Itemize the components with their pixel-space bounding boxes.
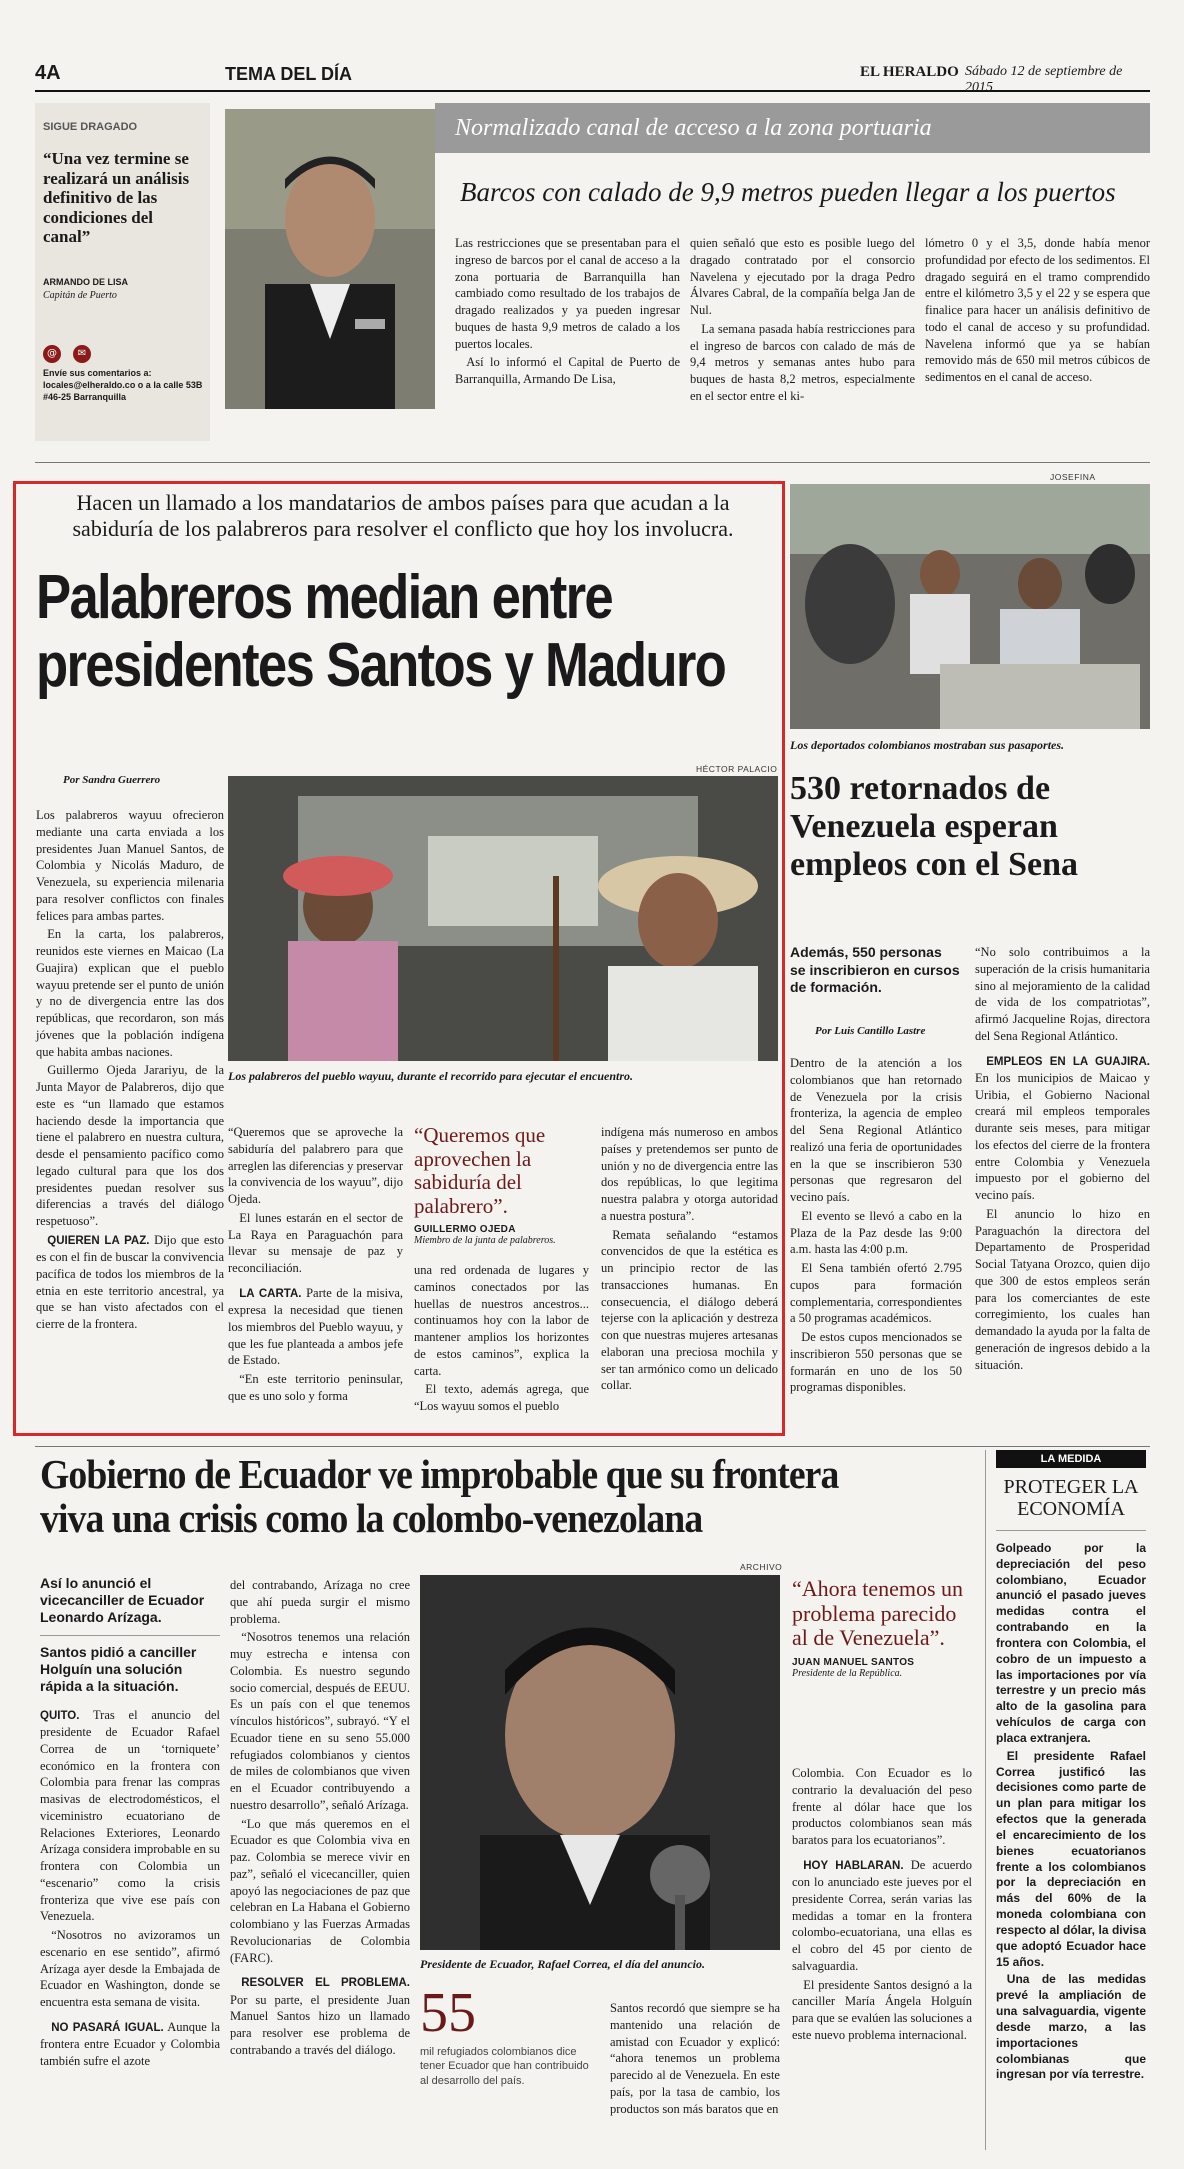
paragraph: Así lo informó el Capital de Puerto de Barranquilla, Armando De Lisa,: [455, 355, 680, 386]
paragraph: Golpeado por la depreciación del peso colombiano, Ecuador anunció el pasado jueves medidas contra el contrabando en la frontera con Colombia, el cobro de un impuesto a las importaciones por vía terrestre y un precio más alto de la gasolina para vehículos de carga con placa extranjera.: [996, 1541, 1146, 1745]
paragraph: NO PASARÁ IGUAL. Aunque la frontera entre Ecuador y Colombia también sufre el azote: [40, 2019, 220, 2069]
paragraph: Guillermo Ojeda Jarariyu, de la Junta Mayor de Palabreros, dijo que este es “un llamado que estamos haciendo desde la importancia que tiene el palabrero en nuestra cultura, desde el pensamiento pacífico como legado cultural para que los dos presidentes puedan resolver sus diferencias a través del diálogo respetuoso”.: [36, 1063, 224, 1228]
page-header: [35, 56, 1150, 95]
pullquote-name: JUAN MANUEL SANTOS: [792, 1656, 915, 1668]
paragraph: El presidente Santos designó a la canciller María Ángela Holguín para que se evalúen las soluciones a este nuevo problema internacional.: [792, 1977, 972, 2042]
sidebar-label: SIGUE DRAGADO: [43, 121, 138, 133]
sena-deck: Además, 550 personas se inscribieron en cursos de formación.: [790, 944, 960, 995]
paragraph: De estos cupos mencionados se inscribieron 550 personas que se formarán en uno de los 50 programas disponibles.: [790, 1330, 962, 1395]
paragraph: El lunes estarán en el sector de La Raya en Paraguachón para llevar su mensaje de paz y reconciliación.: [228, 1210, 403, 1275]
contact-text: Envíe sus comentarios a: locales@elheraldo.co o a la calle 53B #46-25 Barranquilla: [43, 368, 203, 403]
port-kicker-band: [435, 103, 1150, 153]
page-number: 4A: [35, 62, 61, 84]
paragraph: “Nosotros tenemos una relación muy estrecha e intensa con Colombia. Es nuestro segundo socio comercial, después de EEUU. Es un país con el que tenemos vínculos históricos”, subrayó. “Y el Ecuador tiene en su seno 55.000 refugiados colombianos y cientos de miles de colombianos que viven en el Ecuador contribuyendo a nuestro desarrollo”, señaló Arízaga.: [230, 1630, 410, 1812]
paragraph: del contrabando, Arízaga no cree que ahí pueda surgir el mismo problema.: [230, 1578, 410, 1626]
sena-byline: Por Luis Cantillo Lastre: [815, 1025, 926, 1037]
ecuador-headline-line2: viva una crisis como la colombo-venezolana: [40, 1495, 703, 1542]
subhead: RESOLVER EL PROBLEMA.: [241, 1977, 410, 1990]
paragraph: EMPLEOS EN LA GUAJIRA. En los municipios de Maicao y Uribia, el Gobierno Nacional creará mil empleos temporales durante seis meses, para mitigar los efectos del cierre de la frontera entre Colombia y Venezuela impuesto por el gobierno del vecino país.: [975, 1055, 1150, 1203]
pullquote-role: Presidente de la República.: [792, 1667, 903, 1679]
main-pullquote-box: [414, 1124, 589, 1246]
paragraph: Santos recordó que siempre se ha mantenido una relación de amistad con Ecuador y explicó: “ahora tenemos un problema parecido al de Venezuela. En este país, por la tasa de cambio, los productos son más baratos que en: [610, 2001, 780, 2116]
section-title: TEMA DEL DÍA: [225, 64, 353, 84]
paragraph: El presidente Rafael Correa justificó las decisiones como parte de un plan para mitigar los efectos que la generada el encarecimiento de los bienes ecuatorianos frente a los colombianos por la depreciación en más del 60% de la moneda colombiana con respecto al dólar, la divisa que adoptó Ecuador hace 15 años.: [996, 1748, 1146, 1969]
ecuador-photo-caption: Presidente de Ecuador, Rafael Correa, el día del anuncio.: [420, 1957, 705, 1971]
main-pullquote: “Queremos que aprovechen la sabiduría del palabrero”.: [414, 1123, 546, 1218]
ecuador-story: [35, 1450, 975, 2150]
port-col-3: [925, 235, 1150, 388]
measure-title: PROTEGER LA ECONOMÍA: [996, 1476, 1146, 1531]
social-icons: [43, 343, 91, 363]
paragraph: lómetro 0 y el 3,5, donde había menor profundidad por efecto de los sedimentos. El dragado seguirá en el tramo comprendido entre el kilómetro 3,5 y el 22 y se espera que finalice para hacer un análisis definitivo de todo el canal de acceso y su profundidad. Navelena informó que ya se habían removido más de 650 mil metros cúbicos de sedimentos en el canal de acceso.: [925, 236, 1150, 384]
paragraph: una red ordenada de lugares y caminos conectados por las huellas de nuestros ancestros... continuamos hoy con la labor de mantener amplios los horizontes de estos caminos”, explica la carta.: [414, 1263, 589, 1378]
paragraph: Las restricciones que se presentaban para el ingreso de barcos por el canal de acceso a la zona portuaria de Barranquilla han cambiado como resultado de los trabajos de dragado realizados y ya pueden ingresar buques de hasta 9,9 metros de calado a los puertos locales.: [455, 236, 680, 351]
paragraph: “Nosotros no avizoramos un escenario en ese sentido”, afirmó Arízaga ayer desde la Embajada de Ecuador en Washington, donde se encuentra esta semana de visita.: [40, 1928, 220, 2010]
paragraph: El texto, además agrega, que “Los wayuu somos el pueblo: [414, 1382, 589, 1413]
subhead: NO PASARÁ IGUAL.: [51, 2021, 164, 2034]
sena-col-1: [790, 1055, 962, 1398]
main-byline: Por Sandra Guerrero: [63, 774, 161, 786]
port-captain-photo: [225, 109, 435, 409]
main-col-4: [601, 1124, 778, 1396]
ecuador-headline: [40, 1452, 905, 1541]
main-photo: [228, 776, 778, 1061]
deck-rule: [40, 1635, 220, 1636]
main-headline-line2: presidentes Santos y Maduro: [36, 631, 726, 701]
quote-role: Capitán de Puerto: [43, 290, 117, 301]
newspaper-name: EL HERALDO: [860, 64, 959, 80]
divider: [35, 462, 1150, 463]
ecuador-col-1: [40, 1575, 220, 2072]
ecuador-photo-credit: ARCHIVO: [740, 1562, 783, 1572]
port-kicker: Normalizado canal de acceso a la zona portuaria: [455, 115, 932, 141]
paragraph: QUITO. Tras el anuncio del presidente de Ecuador Rafael Correa de un ‘torniquete’ económico en la frontera con Colombia para frenar las compras masivas de electrodomésticos, el viceministro ecuatoriano de Relaciones Exteriores, Leonardo Arízaga considera improbable en su frontera con Colombia un “escenario” como la crisis fronteriza que vive ese país con Venezuela.: [40, 1707, 220, 1924]
main-story-highlight: [13, 481, 785, 1436]
ecuador-deck-1: Así lo anunció el vicecanciller de Ecuador Leonardo Arízaga.: [40, 1575, 205, 1625]
sena-photo-caption: Los deportados colombianos mostraban sus pasaportes.: [790, 738, 1065, 752]
paragraph: Remata señalando “estamos convencidos de que la estética es un principio rector de las transacciones humanas. En consecuencia, el diálogo deberá tejerse con la aplicación y destreza con que nuestras mujeres artesanas elaboran una preciosa mochila y ser tan armónico como un delicado collar.: [601, 1227, 778, 1393]
ecuador-col-4: [792, 1765, 972, 2046]
port-col-1: [455, 235, 680, 390]
ecuador-pullquote-box: [792, 1577, 972, 1679]
sidebar-quote-box: [35, 103, 210, 441]
paragraph: Colombia. Con Ecuador es lo contrario la devaluación del peso frente al dólar hace que los productos colombianos sean más baratos para los ecuatorianos”.: [792, 1766, 972, 1847]
main-headline: [36, 563, 726, 701]
paragraph: “En este territorio peninsular, que es uno solo y forma: [228, 1372, 403, 1403]
stat-number: 55: [420, 1982, 476, 2044]
subhead: HOY HABLARAN.: [803, 1859, 904, 1872]
stat-box: [420, 1982, 600, 2088]
sena-story: [790, 470, 1150, 1440]
main-headline-line1: Palabreros median entre: [36, 563, 612, 632]
main-deck: Hacen un llamado a los mandatarios de ambos países para que acudan a la sabiduría de los palabreros para resolver el conflicto que hoy los involucra.: [72, 490, 734, 542]
main-col-3: [414, 1262, 589, 1417]
quote-name: ARMANDO DE LISA: [43, 277, 128, 287]
subhead: QUIEREN LA PAZ.: [47, 1234, 150, 1247]
subhead: EMPLEOS EN LA GUAJIRA.: [986, 1055, 1150, 1068]
sena-photo-credit: JOSEFINA: [1050, 472, 1096, 482]
ecuador-col-2: [230, 1577, 410, 2061]
stat-text: mil refugiados colombianos dice tener Ecuador que han contribuido al desarrollo del país.: [420, 2046, 589, 2087]
paragraph: QUIEREN LA PAZ. Dijo que esto es con el fin de buscar la convivencia pacífica de todos los miembros de la etnia en este territorio ancestral, ya que se han visto afectados con el cierre de la frontera.: [36, 1232, 224, 1332]
port-story: [35, 103, 1150, 441]
subhead: QUITO.: [40, 1709, 80, 1722]
pullquote-role: Miembro de la junta de palabreros.: [414, 1235, 556, 1247]
ecuador-pullquote: “Ahora tenemos un problema parecido al de Venezuela”.: [792, 1576, 964, 1651]
main-photo-credit: HÉCTOR PALACIO: [696, 764, 778, 774]
paragraph: LA CARTA. Parte de la misiva, expresa la necesidad que tienen los miembros del Pueblo wayuu, y que les fue planteada a ambos jefe de Estado.: [228, 1285, 403, 1368]
paragraph: “No solo contribuimos a la superación de la crisis humanitaria sino al mejoramiento de la calidad de vida de los compatriotas”, afirmó Jacqueline Rojas, directora del Sena Regional Atlántico.: [975, 945, 1150, 1043]
paragraph: Una de las medidas prevé la ampliación de una salvaguardia, vigente desde marzo, a las importaciones colombianas que ingresan por vía terrestre.: [996, 1972, 1146, 2082]
paragraph: La semana pasada había restricciones para el ingreso de barcos con calado de más de 9,4 metros y semanas antes hubo para buques de hasta 8,2 metros, especialmente en el sector entre el ki-: [690, 321, 915, 403]
measure-box: [985, 1450, 1150, 2150]
paragraph: “Queremos que se aproveche la sabiduría del palabrero para que arreglen las diferencias y preservar la convivencia de los wayuu”, dijo Ojeda.: [228, 1125, 403, 1206]
pullquote-name: GUILLERMO OJEDA: [414, 1224, 516, 1236]
measure-body: [996, 1541, 1146, 2083]
main-col-2: [228, 1124, 403, 1407]
paragraph: indígena más numeroso en ambos países y pretendemos ser punto de unión y no de divergencia entre las dos repúblicas, lo que legitima nuestra palabra y otorga autoridad a nuestra postura”.: [601, 1125, 778, 1223]
main-photo-caption: Los palabreros del pueblo wayuu, durante el recorrido para ejecutar el encuentro.: [228, 1069, 633, 1083]
sidebar-quote: “Una vez termine se realizará un análisis definitivo de las condiciones del canal”: [43, 149, 190, 247]
ecuador-photo: [420, 1575, 780, 1950]
facebook-icon[interactable]: ✉: [73, 345, 91, 363]
paragraph: HOY HABLARAN. De acuerdo con lo anunciado este jueves por el presidente Correa, serán varias las medidas a tomar en la frontera colombo-ecuatoriana, una ellas es el cobro del 45 por ciento de salvaguardia.: [792, 1857, 972, 1973]
sena-headline: 530 retornados de Venezuela esperan empleos con el Sena: [790, 770, 1079, 884]
paragraph: Dentro de la atención a los colombianos que han retornado de Venezuela por la crisis fronteriza, la agencia de empleo del Sena Regional Atlántico realizó una feria de oportunidades en la que se inscribieron 530 personas que regresaron del vecino país.: [790, 1056, 962, 1204]
paragraph: “Lo que más queremos en el Ecuador es que Colombia viva en paz. Colombia se merece vivir en paz”, señaló el vicecanciller, quien apoyó las negociaciones de paz que celebran en La Habana el Gobierno colombiano y las Fuerzas Armadas Revolucionarias de Colombia (FARC).: [230, 1816, 410, 1965]
sena-col-2: [975, 944, 1150, 1375]
port-col-2: [690, 235, 915, 407]
paragraph: El evento se llevó a cabo en la Plaza de la Paz desde las 9:00 a.m. hasta las 4:00 p.m.: [790, 1208, 962, 1257]
paragraph: RESOLVER EL PROBLEMA. Por su parte, el presidente Juan Manuel Santos hizo un llamado para resolver ese problema de contrabando a través del diálogo.: [230, 1977, 410, 2057]
subhead: LA CARTA.: [239, 1287, 302, 1300]
paragraph: Los palabreros wayuu ofrecieron mediante una carta enviada a los presidentes Juan Manuel Santos, de Colombia y Nicolás Maduro, de Venezuela, su experiencia milenaria para resolver conflictos con finales felices para ambas partes.: [36, 808, 224, 923]
port-headline: Barcos con calado de 9,9 metros pueden llegar a los puertos: [460, 177, 1116, 207]
measure-label: LA MEDIDA: [996, 1450, 1146, 1468]
divider: [35, 1446, 1150, 1447]
main-col-1: [36, 807, 224, 1335]
paragraph: El anuncio lo hizo en Paraguachón la directora del Departamento de Prosperidad Social Tatyana Orozco, quien dijo que 300 de estos empleos serán para los comerciantes de este corregimiento, los cuales han demandado la ayuda por la falta de generación de ingresos debido a la situación.: [975, 1206, 1150, 1372]
paragraph: El Sena también ofertó 2.795 cupos para formación complementaria, correspondientes a 50 programas académicos.: [790, 1261, 962, 1326]
paragraph: quien señaló que esto es posible luego del dragado contratado por el consorcio Navelena y ejecutado por la draga Pedro Álvares Cabral, de la compañía belga Jan de Nul.: [690, 236, 915, 317]
sena-photo: [790, 484, 1150, 729]
issue-date: Sábado 12 de septiembre de 2015: [965, 64, 1123, 95]
ecuador-deck-2: Santos pidió a canciller Holguín una solución rápida a la situación.: [40, 1644, 197, 1694]
twitter-icon[interactable]: @: [43, 345, 61, 363]
ecuador-headline-line1: Gobierno de Ecuador ve improbable que su frontera: [40, 1451, 839, 1497]
paragraph: En la carta, los palabreros, reunidos este viernes en Maicao (La Guajira) explican que el pueblo wayuu pretende ser el punto de unión y no de divergencia entre las dos repúblicas, que recordaron, son más jóvenes que la población indígena que habita ambas naciones.: [36, 927, 224, 1059]
ecuador-col-3: [610, 2000, 780, 2119]
